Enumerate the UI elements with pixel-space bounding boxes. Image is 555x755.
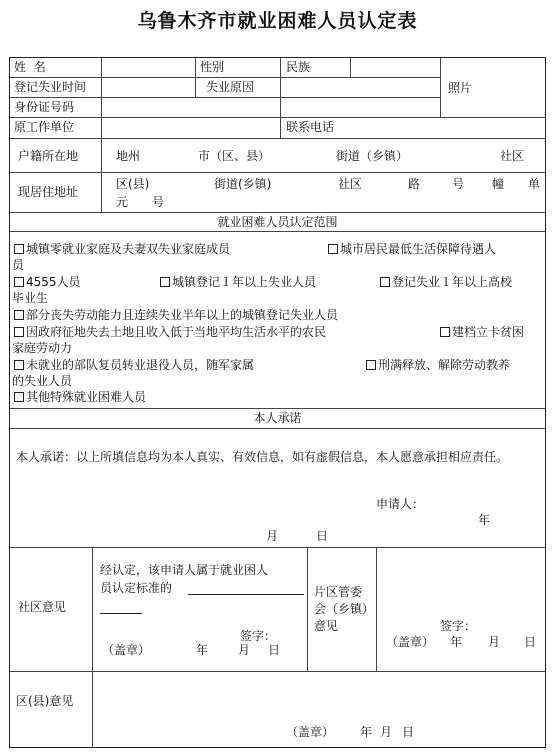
- scope-option-2[interactable]: 城市居民最低生活保障待遇人: [328, 241, 496, 257]
- scope-option-5[interactable]: 登记失业１年以上高校: [380, 274, 512, 290]
- reg-time-label: 登记失业时间: [14, 80, 87, 94]
- scope-option-4[interactable]: 城镇登记１年以上失业人员: [160, 274, 316, 290]
- county-day: 日: [402, 725, 415, 739]
- community-label: 社区意见: [18, 600, 67, 614]
- residence-unit-1: 单: [528, 177, 541, 191]
- photo-label: 照片: [448, 81, 473, 95]
- gender-label: 性别: [200, 60, 225, 74]
- name-label: 姓 名: [14, 60, 48, 74]
- scope-option-10[interactable]: 刑满释放、解除劳动教养: [366, 357, 510, 373]
- checkbox-icon: [14, 392, 24, 402]
- residence-street: 街道(乡镇): [214, 177, 272, 191]
- district-month: 月: [488, 635, 501, 649]
- community-sign: 签字：: [240, 629, 277, 643]
- scope-option-11[interactable]: 其他特殊就业困难人员: [14, 389, 146, 405]
- checkbox-icon: [14, 360, 24, 370]
- registration-form: [9, 57, 546, 748]
- district-sign: 签字：: [440, 619, 477, 633]
- checkbox-icon: [14, 277, 24, 287]
- promise-text: 本人承诺：以上所填信息均为本人真实、有效信息，如有虚假信息，本人愿意承担相应责任。: [16, 450, 509, 464]
- scope-option-8[interactable]: 建档立卡贫困: [440, 324, 524, 340]
- scope-option-3[interactable]: 4555人员: [14, 274, 81, 290]
- checkbox-icon: [328, 244, 338, 254]
- promise-month: 月: [266, 529, 279, 543]
- residence-label: 现居住地址: [18, 185, 79, 199]
- district-year: 年: [450, 635, 463, 649]
- form-title: 乌鲁木齐市就业困难人员认定表: [137, 10, 418, 32]
- residence-unit-2: 元: [116, 195, 129, 209]
- district-label: 片区管委会（乡镇）意见: [314, 585, 369, 633]
- applicant-label: 申请人：: [376, 497, 425, 511]
- scope-option-5-cont: 毕业生: [12, 291, 49, 305]
- checkbox-icon: [14, 327, 24, 337]
- id-label: 身份证号码: [14, 100, 75, 114]
- community-fill-line[interactable]: [188, 594, 304, 595]
- community-year: 年: [196, 643, 209, 657]
- scope-option-9[interactable]: 未就业的部队复员转业退役人员，随军家属: [14, 357, 254, 373]
- residence-number: 号: [452, 177, 465, 191]
- promise-year: 年: [478, 513, 491, 527]
- residence-building: 幢: [492, 177, 505, 191]
- district-seal: （盖章）: [386, 635, 435, 649]
- scope-option-2-cont: 员: [12, 258, 25, 272]
- scope-header: 就业困难人员认定范围: [217, 215, 338, 229]
- scope-option-6[interactable]: 部分丧失劳动能力且连续失业半年以上的城镇登记失业人员: [14, 307, 338, 323]
- checkbox-icon: [366, 360, 376, 370]
- checkbox-icon: [14, 244, 24, 254]
- scope-option-7[interactable]: 因政府征地失去土地且收入低于当地平均生活水平的农民: [14, 324, 326, 340]
- checkbox-icon: [14, 310, 24, 320]
- scope-option-8-cont: 家庭劳动力: [12, 341, 73, 355]
- community-month: 月: [238, 643, 251, 657]
- reason-label: 失业原因: [206, 80, 255, 94]
- scope-option-1[interactable]: 城镇零就业家庭及夫妻双失业家庭成员: [14, 241, 230, 257]
- residence-road: 路: [408, 177, 421, 191]
- residence-community: 社区: [338, 177, 363, 191]
- checkbox-icon: [440, 327, 450, 337]
- residence-county: 区(县): [116, 177, 150, 191]
- county-label: 区(县)意见: [16, 694, 74, 708]
- checkbox-icon: [380, 277, 390, 287]
- promise-header: 本人承诺: [253, 411, 302, 425]
- huji-street: 街道（乡镇）: [336, 149, 409, 163]
- huji-city: 市（区、县）: [198, 149, 271, 163]
- community-text-1: 经认定，该申请人属于就业困人: [100, 563, 269, 577]
- county-year: 年: [360, 725, 373, 739]
- community-seal: （盖章）: [102, 643, 151, 657]
- employer-label: 原工作单位: [14, 120, 75, 134]
- community-text-2: 员认定标准的: [100, 581, 173, 595]
- county-seal: （盖章）: [286, 725, 335, 739]
- checkbox-icon: [160, 277, 170, 287]
- county-month: 月: [380, 725, 393, 739]
- community-day: 日: [268, 643, 281, 657]
- district-day: 日: [524, 635, 537, 649]
- huji-community: 社区: [500, 149, 525, 163]
- ethnicity-label: 民族: [286, 60, 311, 74]
- scope-option-10-cont: 的失业人员: [12, 374, 73, 388]
- huji-prefecture: 地州: [116, 149, 141, 163]
- community-fill-line-2[interactable]: [100, 613, 142, 614]
- residence-room: 号: [152, 195, 165, 209]
- phone-label: 联系电话: [286, 120, 335, 134]
- huji-label: 户籍所在地: [18, 149, 79, 163]
- promise-day: 日: [316, 529, 329, 543]
